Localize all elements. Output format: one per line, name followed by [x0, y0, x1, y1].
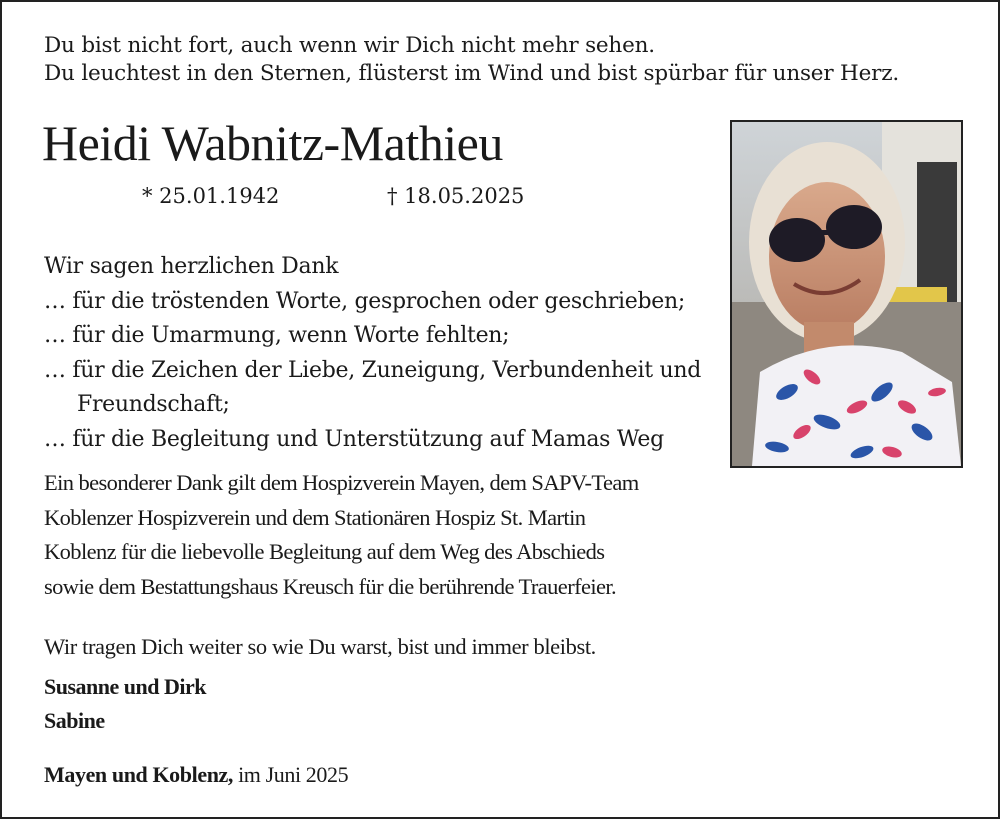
thanks-item-continuation: Freundschaft; [77, 392, 230, 417]
special-thanks-line: Koblenzer Hospizverein und dem Stationären Hospiz St. Martin [44, 504, 586, 530]
special-thanks-line: Koblenz für die liebevolle Begleitung auf dem Weg des Abschieds [44, 539, 605, 564]
motto-line-1: Du bist nicht fort, auch wenn wir Dich nicht mehr sehen. [44, 33, 655, 58]
motto-line-2: Du leuchtest in den Sternen, flüsterst im Wind und bist spürbar für unser Herz. [44, 61, 899, 86]
thanks-list [44, 250, 724, 457]
closing-line: Wir tragen Dich weiter so wie Du warst, bist und immer bleibst. [44, 634, 596, 659]
special-thanks-line: Ein besonderer Dank gilt dem Hospizverein Mayen, dem SAPV-Team [44, 470, 639, 495]
special-thanks [44, 466, 744, 604]
place-and-date [44, 762, 348, 788]
signature-2: Sabine [44, 708, 105, 733]
thanks-item: … für die Umarmung, wenn Worte fehlten; [44, 323, 510, 348]
motto [44, 32, 899, 88]
signature-1: Susanne und Dirk [44, 674, 206, 699]
birth-date: * 25.01.1942 [142, 184, 280, 208]
deceased-name: Heidi Wabnitz-Mathieu [42, 115, 503, 171]
thanks-item: … für die tröstenden Worte, gesprochen oder geschrieben; [44, 288, 685, 314]
special-thanks-line: sowie dem Bestattungshaus Kreusch für die berührende Trauerfeier. [44, 573, 617, 599]
thanks-item: … für die Begleitung und Unterstützung auf Mamas Weg [44, 426, 664, 452]
thanks-item: … für die Zeichen der Liebe, Zuneigung, Verbundenheit und [44, 357, 701, 383]
place-date: im Juni 2025 [233, 762, 349, 787]
death-date: † 18.05.2025 [387, 184, 525, 208]
place-location: Mayen und Koblenz, [44, 762, 233, 787]
portrait-photo [730, 120, 963, 468]
thanks-intro: Wir sagen herzlichen Dank [44, 254, 339, 279]
